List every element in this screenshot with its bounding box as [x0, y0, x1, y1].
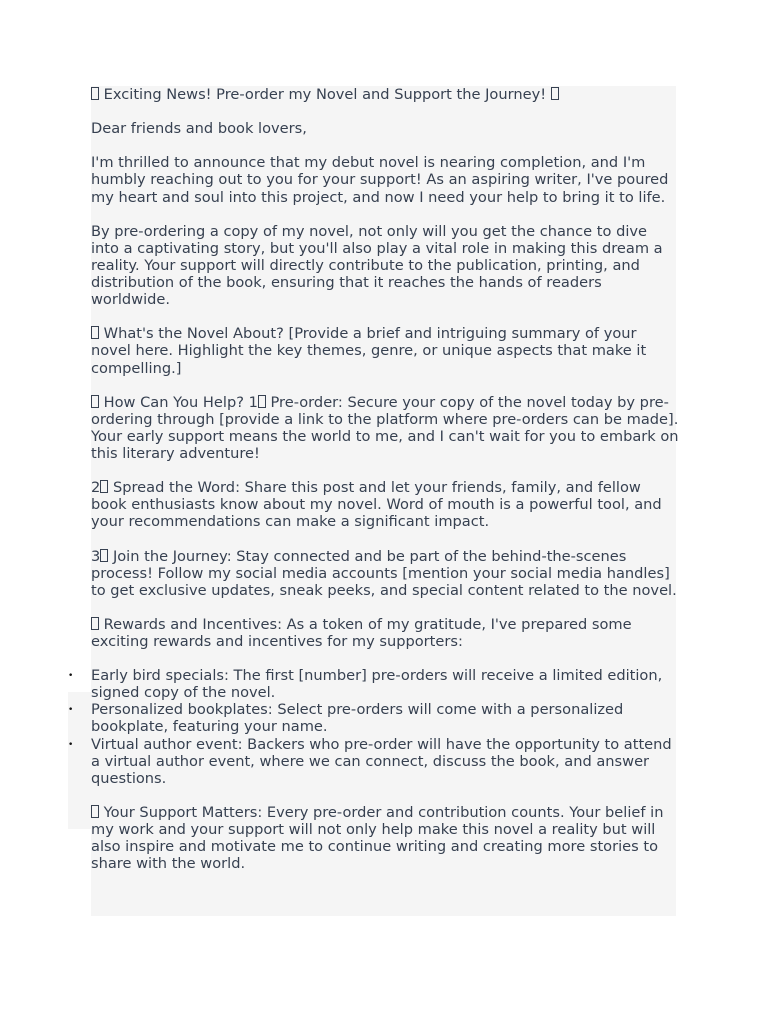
about-paragraph: [91, 325, 679, 376]
keycap-emoji-icon: [258, 395, 266, 408]
rewards-intro: Rewards and Incentives: As a token of my gratitude, I've prepared some exciting rewards and incentives for my supporters:: [91, 615, 632, 650]
list-item: [68, 667, 679, 702]
post-content: [68, 86, 679, 889]
about-text: What's the Novel About? [Provide a brief and intriguing summary of your novel here. Highlight the key themes, genre, or unique aspects that make it compelling.]: [91, 325, 647, 377]
post-title: Exciting News! Pre-order my Novel and Support the Journey!: [103, 86, 547, 103]
closing-text: Your Support Matters: Every pre-order and contribution counts. Your belief in my work and your support will not only help make this novel a reality but will also inspire and motivate me to continue writing and creating more stories to share with the world.: [91, 803, 664, 873]
gift-emoji-icon: [91, 617, 99, 630]
sparkle-emoji-icon: [91, 395, 99, 408]
closing-paragraph: [91, 804, 679, 872]
list-item: [68, 701, 679, 736]
help-paragraph: [91, 394, 679, 462]
keycap-emoji-icon: [100, 549, 108, 562]
step-2-number: 2: [91, 479, 101, 497]
post-title-line: [91, 86, 679, 103]
bullet: •: [68, 671, 74, 682]
party-emoji-icon: [91, 87, 99, 100]
list-item: [68, 735, 679, 787]
help-step-1: Pre-order: Secure your copy of the novel today by pre-ordering through [provide a link to the platform where pre-orders can be made]. Your early support means the world to me, and I can't wait for you to embark on this literary adventure!: [91, 393, 679, 462]
step-3-number: 3: [91, 547, 101, 565]
reward-text: Virtual author event: Backers who pre-order will have the opportunity to attend a virtual author event, where we can connect, discuss the book, and answer questions.: [91, 735, 672, 787]
greeting: Dear friends and book lovers,: [91, 120, 307, 138]
rewards-list: [68, 667, 679, 787]
step-2-paragraph: [91, 479, 679, 530]
bullet: •: [68, 705, 74, 716]
book-emoji-icon: [91, 326, 99, 339]
party-emoji-icon: [551, 87, 559, 100]
rewards-intro-paragraph: [91, 616, 679, 650]
bullet: •: [68, 739, 74, 750]
step-3-paragraph: [91, 548, 679, 599]
reward-text: Early bird specials: The first [number] pre-orders will receive a limited edition, signed copy of the novel.: [91, 667, 663, 702]
help-heading: How Can You Help? 1: [103, 393, 258, 411]
heart-emoji-icon: [91, 805, 99, 818]
intro-paragraph: I'm thrilled to announce that my debut novel is nearing completion, and I'm humbly reaching out to you for your support! As an aspiring writer, I've poured my heart and soul into this project, and now I need your help to bring it to life.: [91, 154, 669, 206]
preorder-paragraph: By pre-ordering a copy of my novel, not only will you get the chance to dive into a captivating story, but you'll also play a vital role in making this dream a reality. Your support will directly contribute to the publication, printing, and distribution of the book, ensuring that it reaches the hands of readers worldwide.: [91, 222, 663, 309]
step-3-text: Join the Journey: Stay connected and be part of the behind-the-scenes process! Follow my social media accounts [mention your social media handles] to get exclusive updates, sneak peeks, and special content related to the novel.: [91, 547, 677, 599]
step-2-text: Spread the Word: Share this post and let your friends, family, and fellow book enthusiasts know about my novel. Word of mouth is a powerful tool, and your recommendations can make a significant impact.: [91, 479, 662, 531]
reward-text: Personalized bookplates: Select pre-orders will come with a personalized bookplate, featuring your name.: [91, 701, 624, 736]
keycap-emoji-icon: [100, 480, 108, 493]
